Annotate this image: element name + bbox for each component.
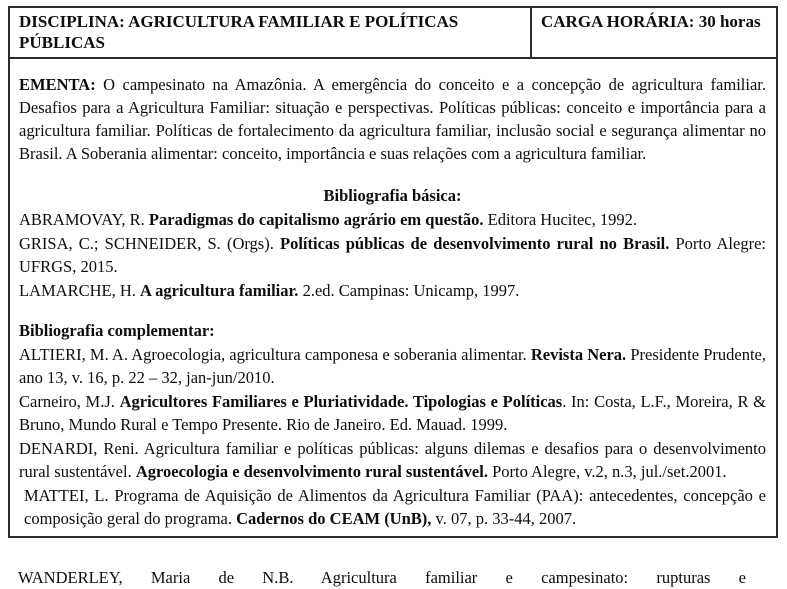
entry-pre: GRISA, C.; SCHNEIDER, S. (Orgs). <box>19 234 280 253</box>
entry-pre: Carneiro, M.J. <box>19 392 120 411</box>
entry-pre: MATTEI, L. Programa de Aquisição de Alimentos da Agricultura Familiar (PAA): antecedentes, concepção e composição geral do programa. <box>24 486 766 528</box>
workload-header-cell: CARGA HORÁRIA: 30 horas <box>541 12 761 31</box>
bibliography-entry-abramovay <box>19 208 766 231</box>
entry-post: . In: Costa, L.F., Moreira, R & Bruno, Mundo Rural e Tempo Presente. Rio de Janeiro. Ed. Mauad. 1999. <box>19 392 766 434</box>
entry-post: Porto Alegre, v.2, n.3, jul./set.2001. <box>487 462 727 481</box>
bibliography-entry-denardi <box>19 437 766 483</box>
entry-post: v. 07, p. 33-44, 2007. <box>431 509 577 528</box>
ementa-label: EMENTA: <box>19 75 96 94</box>
bibliography-entry-carneiro <box>19 390 766 436</box>
bibliography-entry-lamarche <box>19 279 766 302</box>
bibliography-entry-mattei <box>19 484 766 530</box>
table-header-row <box>10 8 776 59</box>
entry-title: Agricultores Familiares e Pluriatividade. Tipologias e Políticas <box>119 392 563 411</box>
entry-title: Agroecologia e desenvolvimento rural sustentável. <box>135 462 488 481</box>
basic-bibliography-title: Bibliografia básica: <box>323 186 462 205</box>
overflow-text-wanderley: WANDERLEY, Maria de N.B. Agricultura familiar e campesinato: rupturas e <box>18 568 746 587</box>
entry-title: A agricultura familiar. <box>140 281 299 300</box>
entry-title: Cadernos do CEAM (UnB), <box>236 509 432 528</box>
entry-pre: LAMARCHE, H. <box>19 281 141 300</box>
entry-pre: ABRAMOVAY, R. <box>19 210 149 229</box>
course-info-table <box>8 6 778 538</box>
entry-pre: DENARDI, Reni. Agricultura familiar e políticas públicas: alguns dilemas e desafios para o desenvolvimento rural sustentável. <box>19 439 766 481</box>
bibliography-entry-grisa <box>19 232 766 278</box>
entry-post: Presidente Prudente, ano 13, v. 16, p. 22 – 32, jan-jun/2010. <box>19 345 766 387</box>
entry-title: Paradigmas do capitalismo agrário em questão. <box>148 210 484 229</box>
table-body-cell <box>10 59 776 536</box>
entry-post: 2.ed. Campinas: Unicamp, 1997. <box>298 281 520 300</box>
complementary-bibliography-title: Bibliografia complementar: <box>19 321 215 340</box>
entry-post: Porto Alegre: UFRGS, 2015. <box>19 234 766 276</box>
entry-post: Editora Hucitec, 1992. <box>483 210 637 229</box>
discipline-header-cell: DISCIPLINA: AGRICULTURA FAMILIAR E POLÍTICAS PÚBLICAS <box>10 8 532 57</box>
ementa-paragraph <box>19 73 766 165</box>
entry-title: Revista Nera. <box>530 345 627 364</box>
bibliography-entry-altieri <box>19 343 766 389</box>
entry-title: Políticas públicas de desenvolvimento rural no Brasil. <box>280 234 670 253</box>
entry-pre: ALTIERI, M. A. Agroecologia, agricultura camponesa e soberania alimentar. <box>19 345 531 364</box>
ementa-text: O campesinato na Amazônia. A emergência do conceito e a concepção de agricultura familiar. Desafios para a Agricultura Familiar: situação e perspectivas. Políticas públicas: conceito e importância para a agricultura familiar. Políticas de fortalecimento da agricultura familiar, inclusão social e segurança alimentar no Brasil. A Soberania alimentar: conceito, importância e suas relações com a agricultura familiar. <box>19 75 766 163</box>
